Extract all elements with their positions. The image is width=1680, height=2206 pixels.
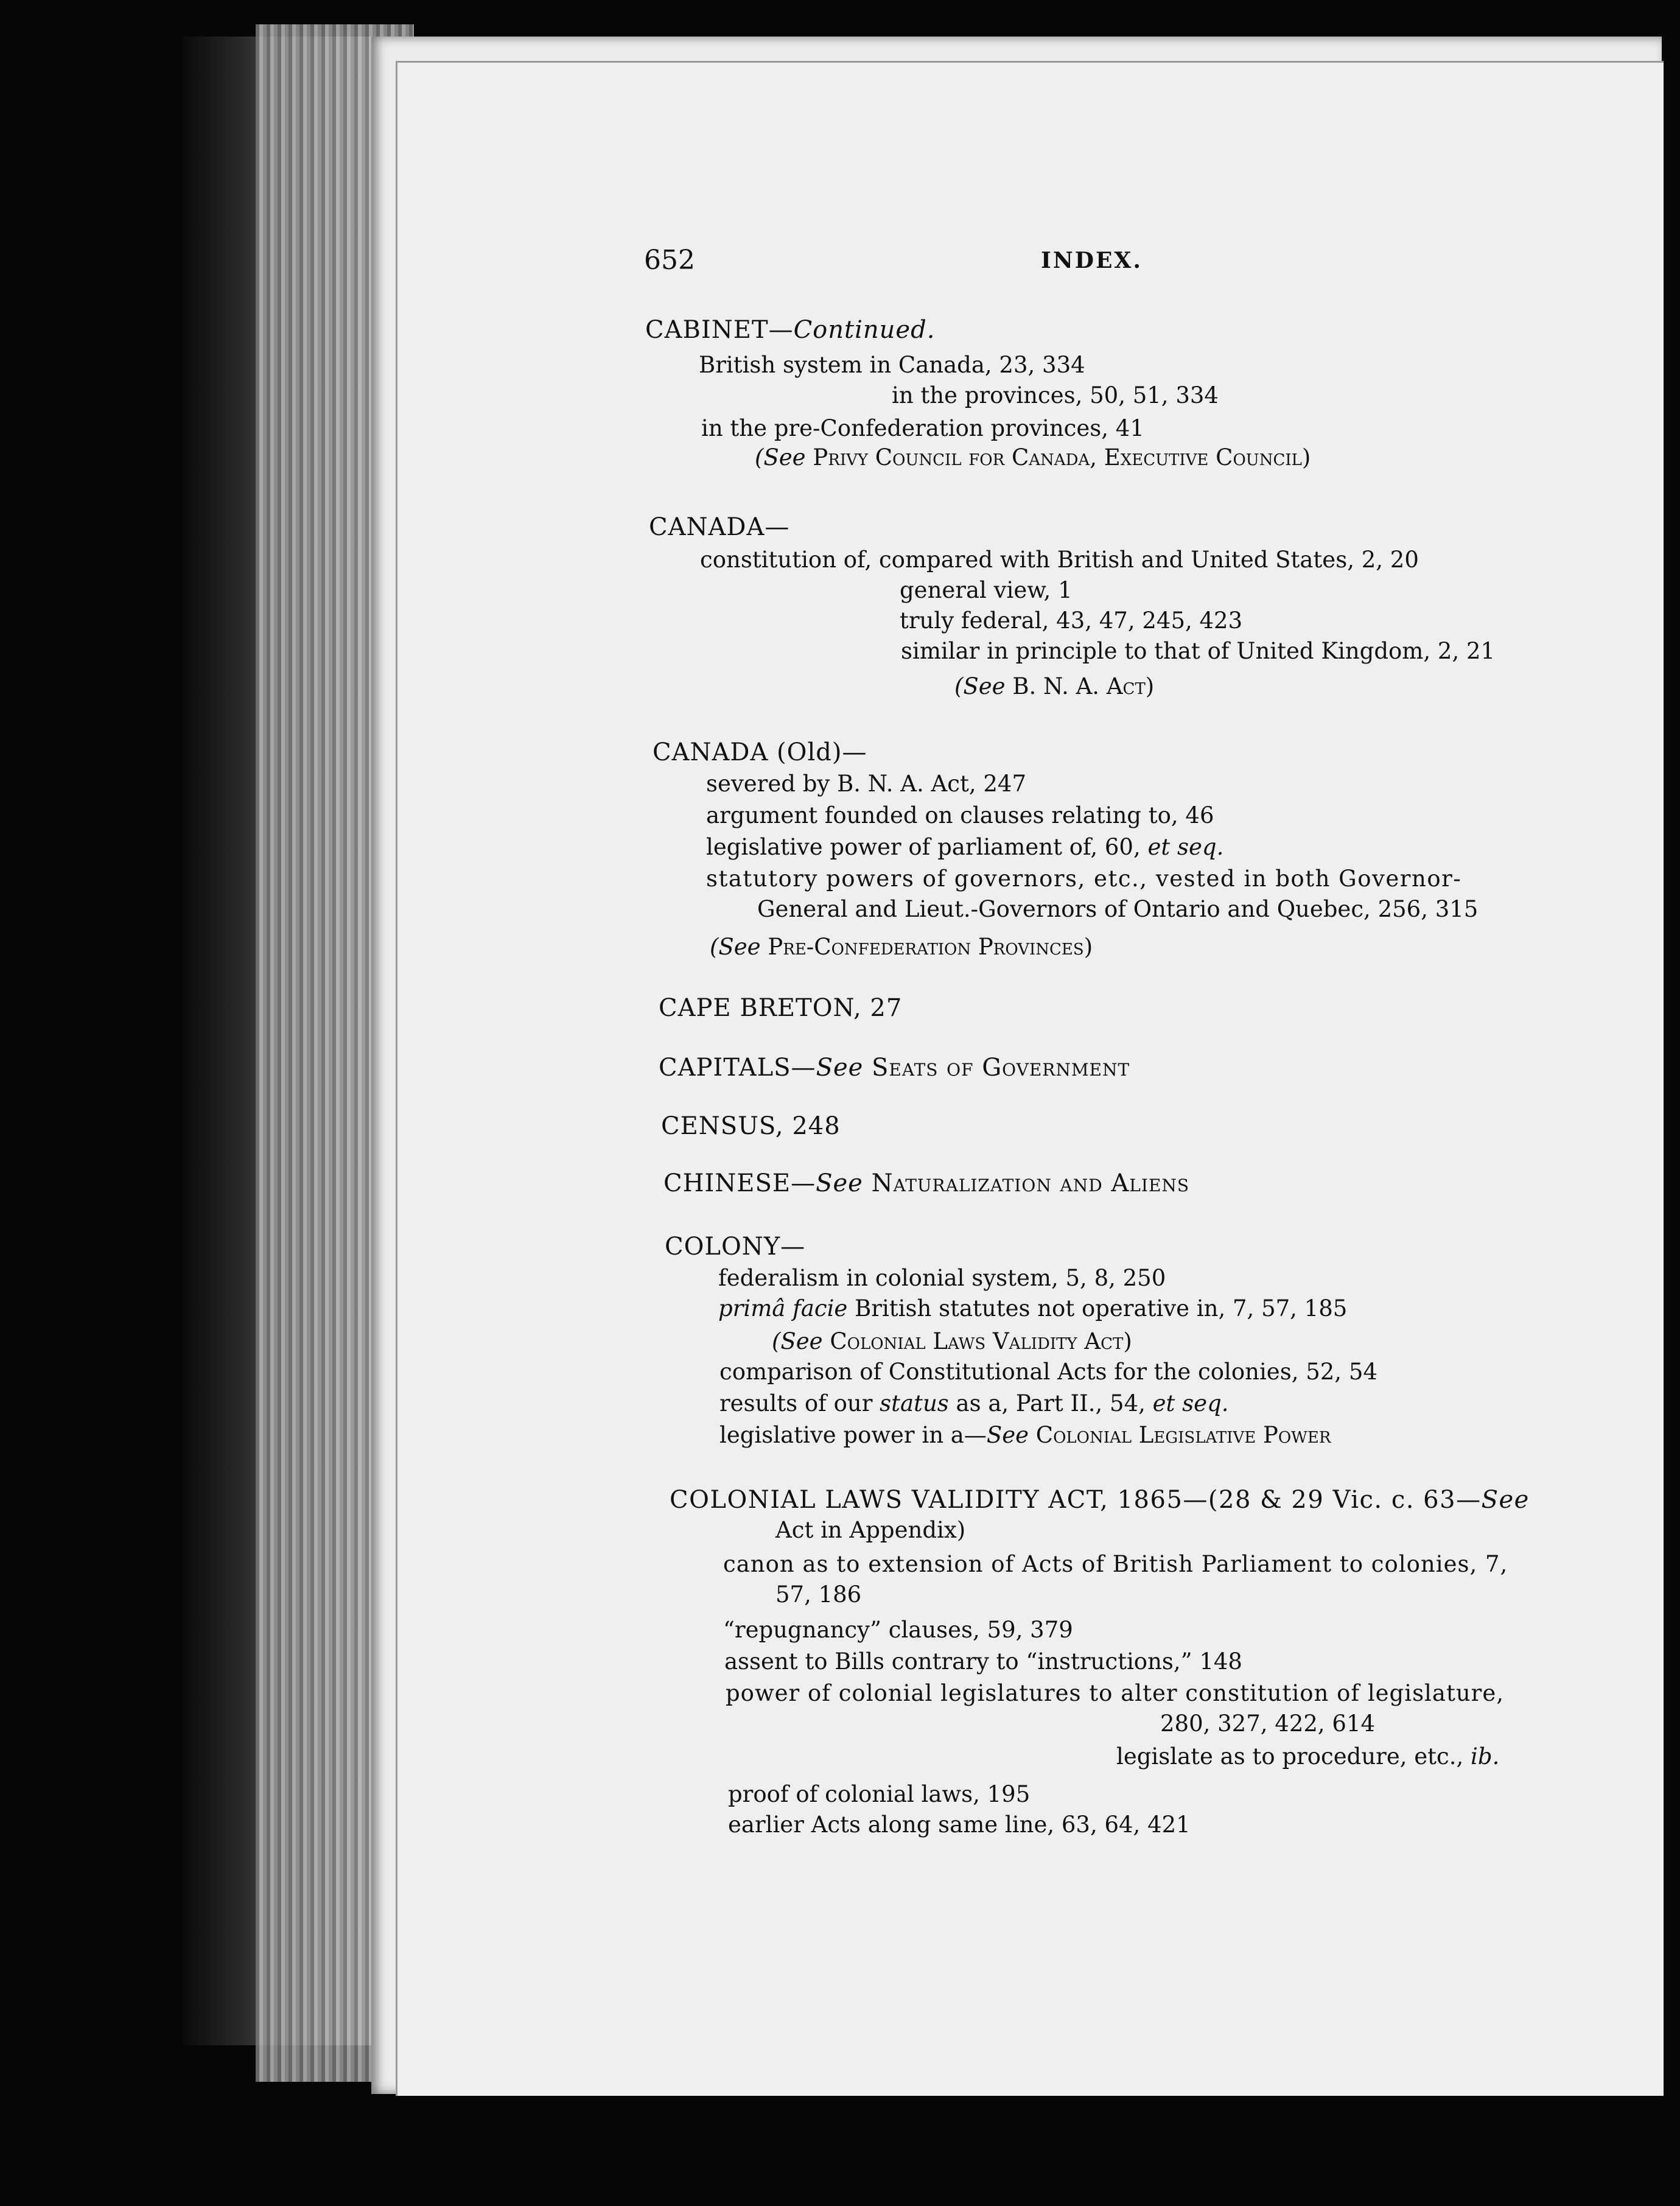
entry-capitals <box>659 1053 1130 1082</box>
italic-text: et seq. <box>1152 1390 1229 1416</box>
canada-see <box>954 672 1154 701</box>
canada-old-line-5: General and Lieut.-Governors of Ontario and Quebec, 256, 315 <box>757 896 1479 922</box>
canada-old-line-1: severed by B. N. A. Act, 247 <box>706 771 1027 797</box>
colony-see <box>772 1327 1132 1356</box>
see-word: (See <box>954 673 1006 699</box>
cabinet-see <box>755 443 1311 472</box>
see-word: (See <box>772 1328 823 1354</box>
see-target: Colonial Laws Validity Act) <box>830 1328 1132 1354</box>
colony-line-1: federalism in colonial system, 5, 8, 250 <box>718 1265 1166 1291</box>
italic-text: et seq. <box>1147 834 1224 860</box>
heading-text: CAPITALS— <box>659 1054 816 1082</box>
canada-old-line-3 <box>706 833 1223 862</box>
entry-chinese <box>663 1169 1189 1198</box>
colony-line-5 <box>719 1389 1229 1418</box>
text: legislative power of parliament of, 60, <box>706 834 1141 860</box>
canada-line-1: constitution of, compared with British and United States, 2, 20 <box>700 547 1419 573</box>
colonial-laws-line-6: 280, 327, 422, 614 <box>1160 1711 1376 1737</box>
see-word: See <box>816 1169 863 1197</box>
heading-text: CHINESE— <box>663 1169 816 1197</box>
see-target: Pre-Confederation Provinces) <box>768 934 1093 960</box>
entry-census: CENSUS, 248 <box>661 1112 841 1140</box>
see-target: Privy Council for Canada, Executive Council) <box>813 444 1311 471</box>
cabinet-line-2: in the provinces, 50, 51, 334 <box>892 382 1219 408</box>
colony-line-2 <box>718 1294 1347 1323</box>
colonial-laws-line-4: assent to Bills contrary to “instructions,” 148 <box>724 1648 1242 1675</box>
see-word: See <box>986 1422 1029 1448</box>
colony-line-4: comparison of Constitutional Acts for the colonies, 52, 54 <box>719 1359 1377 1385</box>
see-target: Colonial Legislative Power <box>1035 1422 1331 1448</box>
entry-canada-old-head: CANADA (Old)— <box>653 738 867 766</box>
colony-line-6 <box>719 1421 1331 1450</box>
canada-line-3: truly federal, 43, 47, 245, 423 <box>900 608 1243 634</box>
italic-text: status <box>880 1390 949 1416</box>
entry-canada-head: CANADA— <box>649 513 790 541</box>
colonial-laws-head-2: Act in Appendix) <box>775 1517 966 1543</box>
heading-text: COLONIAL LAWS VALIDITY ACT, 1865—(28 & 29 Vic. c. 63— <box>670 1486 1482 1514</box>
colonial-laws-line-8: proof of colonial laws, 195 <box>728 1781 1031 1807</box>
entry-colonial-laws-head <box>670 1485 1530 1514</box>
page-number: 652 <box>644 245 695 276</box>
italic-text: ib. <box>1471 1743 1500 1770</box>
running-head: INDEX. <box>1041 248 1143 273</box>
italic-text: primâ facie <box>718 1295 848 1322</box>
canada-line-2: general view, 1 <box>900 577 1073 603</box>
cabinet-line-3: in the pre-Confederation provinces, 41 <box>701 415 1144 441</box>
colonial-laws-line-5: power of colonial legislatures to alter constitution of legislature, <box>726 1680 1504 1706</box>
colonial-laws-line-7 <box>1116 1742 1499 1771</box>
colonial-laws-line-1: canon as to extension of Acts of British Parliament to colonies, 7, <box>723 1551 1508 1577</box>
colonial-laws-line-9: earlier Acts along same line, 63, 64, 421 <box>728 1812 1191 1838</box>
entry-colony-head: COLONY— <box>665 1233 806 1261</box>
see-target: Naturalization and Aliens <box>871 1169 1190 1197</box>
see-word: See <box>1481 1486 1530 1514</box>
see-word: (See <box>710 934 761 960</box>
heading-text: CABINET— <box>645 316 794 344</box>
text: results of our <box>719 1390 873 1416</box>
see-word: (See <box>755 444 806 471</box>
see-target: B. N. A. Act) <box>1012 673 1155 699</box>
canada-old-see <box>710 933 1093 962</box>
entry-cape-breton: CAPE BRETON, 27 <box>659 994 903 1022</box>
text: legislative power in a— <box>719 1422 987 1448</box>
text: as a, Part II., 54, <box>956 1390 1146 1416</box>
continued-text: Continued. <box>793 316 936 344</box>
text: legislate as to procedure, etc., <box>1116 1743 1464 1770</box>
colonial-laws-line-2: 57, 186 <box>775 1581 862 1608</box>
colonial-laws-line-3: “repugnancy” clauses, 59, 379 <box>723 1617 1073 1643</box>
canada-line-4: similar in principle to that of United Kingdom, 2, 21 <box>901 638 1496 664</box>
text: British statutes not operative in, 7, 57, 185 <box>855 1295 1348 1322</box>
entry-cabinet-head <box>645 315 935 345</box>
see-word: See <box>816 1054 864 1082</box>
see-target: Seats of Government <box>872 1054 1130 1082</box>
canada-old-line-4: statutory powers of governors, etc., vested in both Governor- <box>706 866 1462 892</box>
canada-old-line-2: argument founded on clauses relating to, 46 <box>706 802 1214 828</box>
cabinet-line-1: British system in Canada, 23, 334 <box>699 352 1085 378</box>
